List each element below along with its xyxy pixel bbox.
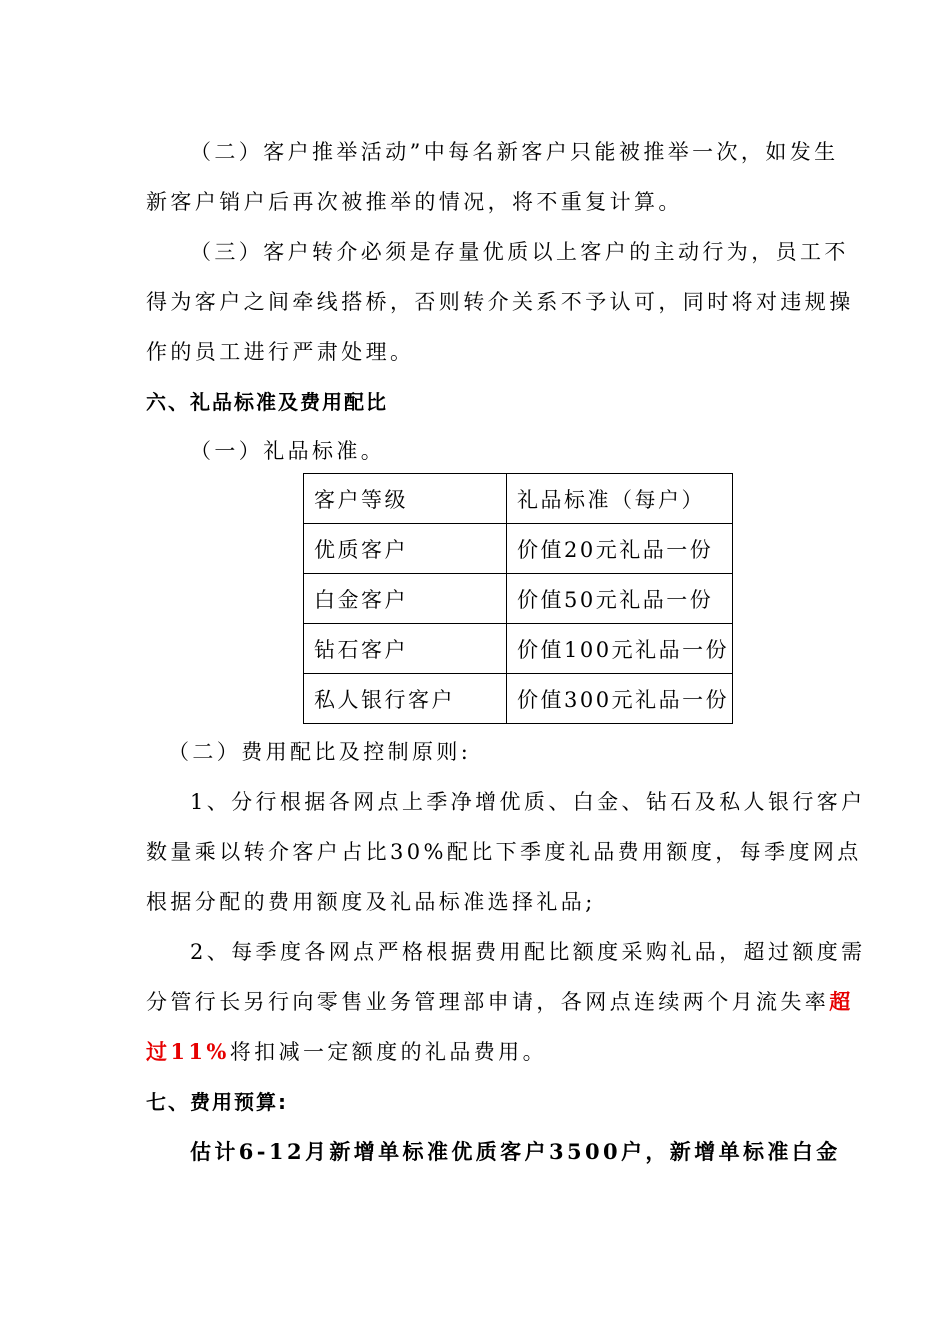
table-header-row bbox=[304, 474, 733, 524]
item-1-line-2: 数量乘以转介客户占比30%配比下季度礼品费用额度，每季度网点 bbox=[146, 840, 862, 864]
table-cell: 价值20元礼品一份 bbox=[507, 524, 733, 574]
table-cell: 私人银行客户 bbox=[304, 674, 507, 724]
table-cell: 价值300元礼品一份 bbox=[507, 674, 733, 724]
table-cell: 价值50元礼品一份 bbox=[507, 574, 733, 624]
paragraph-3-line-3: 作的员工进行严肃处理。 bbox=[146, 340, 415, 364]
highlight-text: 超 bbox=[829, 989, 854, 1014]
item-2-line-3-text: 将扣减一定额度的礼品费用。 bbox=[229, 1040, 547, 1064]
table-cell: 钻石客户 bbox=[304, 624, 507, 674]
table-row bbox=[304, 574, 733, 624]
paragraph-2-line-1: （二）客户推举活动”中每名新客户只能被推举一次，如发生 bbox=[190, 140, 839, 164]
table-row bbox=[304, 624, 733, 674]
section-6-sub-1: （一）礼品标准。 bbox=[190, 439, 386, 463]
item-1-line-3: 根据分配的费用额度及礼品标准选择礼品; bbox=[146, 890, 596, 914]
item-2-line-2-text: 分管行长另行向零售业务管理部申请，各网点连续两个月流失率 bbox=[146, 990, 830, 1014]
table-cell: 优质客户 bbox=[304, 524, 507, 574]
paragraph-2-line-2: 新客户销户后再次被推举的情况，将不重复计算。 bbox=[146, 190, 683, 214]
table-cell: 白金客户 bbox=[304, 574, 507, 624]
table-cell: 价值100元礼品一份 bbox=[507, 624, 733, 674]
table-row bbox=[304, 674, 733, 724]
highlight-text: 过11% bbox=[146, 1039, 230, 1064]
item-2-line-1: 2、每季度各网点严格根据费用配比额度采购礼品，超过额度需 bbox=[190, 940, 866, 964]
section-7-heading: 七、费用预算: bbox=[146, 1090, 288, 1114]
table-header-cell: 客户等级 bbox=[304, 474, 507, 524]
paragraph-3-line-2: 得为客户之间牵线搭桥，否则转介关系不予认可，同时将对违规操 bbox=[146, 290, 854, 314]
section-7-line-1: 估计6-12月新增单标准优质客户3500户，新增单标准白金 bbox=[190, 1139, 841, 1164]
section-6-heading: 六、礼品标准及费用配比 bbox=[146, 390, 388, 414]
paragraph-3-line-1: （三）客户转介必须是存量优质以上客户的主动行为，员工不 bbox=[190, 240, 849, 264]
item-1-line-1: 1、分行根据各网点上季净增优质、白金、钻石及私人银行客户 bbox=[190, 790, 866, 814]
section-6-sub-2: （二）费用配比及控制原则: bbox=[168, 740, 472, 764]
item-2-line-2 bbox=[146, 987, 854, 1017]
table-header-cell: 礼品标准（每户） bbox=[507, 474, 733, 524]
item-2-line-3 bbox=[146, 1037, 547, 1067]
gift-standard-table bbox=[303, 473, 733, 724]
table-row bbox=[304, 524, 733, 574]
